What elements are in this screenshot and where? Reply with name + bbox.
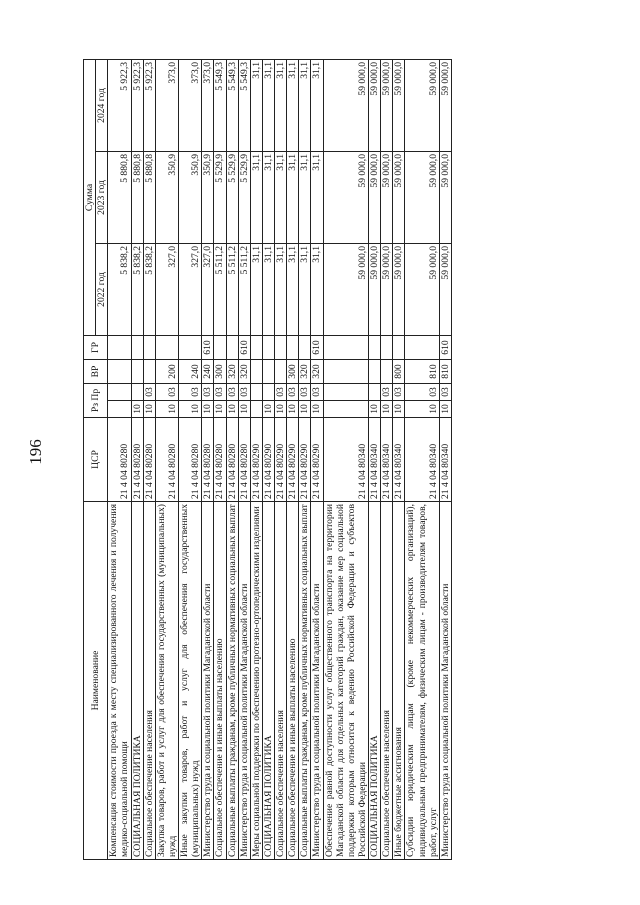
cell-csr: 21 4 04 80280 — [238, 418, 250, 502]
cell-csr: 21 4 04 80280 — [131, 418, 143, 502]
header-2022: 2022 год — [96, 244, 108, 336]
cell-y2022: 31,1 — [250, 244, 262, 336]
cell-rz: 10 — [214, 401, 226, 418]
cell-gr — [108, 336, 131, 360]
cell-y2024: 373,0 — [155, 59, 178, 151]
cell-rz: 10 — [405, 401, 439, 418]
cell-y2023: 350,9 — [179, 152, 202, 244]
table-row — [179, 59, 202, 859]
cell-gr — [323, 336, 369, 360]
cell-y2024: 59 000,0 — [393, 59, 405, 151]
cell-pr: 03 — [179, 384, 202, 401]
cell-name: СОЦИАЛЬНАЯ ПОЛИТИКА — [262, 502, 274, 860]
cell-gr — [214, 336, 226, 360]
cell-pr: 03 — [202, 384, 214, 401]
cell-csr: 21 4 04 80280 — [226, 418, 238, 502]
cell-y2023: 31,1 — [250, 152, 262, 244]
cell-y2024: 59 000,0 — [405, 59, 439, 151]
cell-gr — [393, 336, 405, 360]
page-number: 196 — [26, 439, 45, 465]
cell-y2024: 373,0 — [202, 59, 214, 151]
cell-name: Социальное обеспечение и иные выплаты населению — [214, 502, 226, 860]
cell-name: Социальные выплаты гражданам, кроме публичных нормативных социальных выплат — [299, 502, 311, 860]
cell-rz: 10 — [393, 401, 405, 418]
cell-y2024: 5 549,3 — [226, 59, 238, 151]
cell-gr — [131, 336, 143, 360]
cell-y2022: 5 838,2 — [131, 244, 143, 336]
cell-vr — [108, 360, 131, 384]
table-row — [369, 59, 381, 859]
cell-rz: 10 — [131, 401, 143, 418]
cell-pr — [323, 384, 369, 401]
cell-csr: 21 4 04 80280 — [202, 418, 214, 502]
cell-y2023: 31,1 — [311, 152, 323, 244]
cell-pr: 03 — [311, 384, 323, 401]
cell-y2022: 5 511,2 — [214, 244, 226, 336]
cell-rz: 10 — [299, 401, 311, 418]
table-row — [323, 59, 369, 859]
table-row — [238, 59, 250, 859]
cell-y2024: 59 000,0 — [323, 59, 369, 151]
cell-y2022: 5 511,2 — [238, 244, 250, 336]
cell-y2023: 5 529,9 — [226, 152, 238, 244]
cell-y2022: 5 511,2 — [226, 244, 238, 336]
cell-csr: 21 4 04 80290 — [299, 418, 311, 502]
cell-name: Социальное обеспечение и иные выплаты населению — [287, 502, 299, 860]
table-row — [108, 59, 131, 859]
cell-name: Закупка товаров, работ и услуг для обеспечения государственных (муниципальных) нужд — [155, 502, 178, 860]
cell-csr: 21 4 04 80340 — [381, 418, 393, 502]
cell-csr: 21 4 04 80290 — [262, 418, 274, 502]
table-row — [155, 59, 178, 859]
cell-name: Меры социальной поддержки по обеспечению протезно-ортопедическими изделиями — [250, 502, 262, 860]
cell-name: Компенсация стоимости проезда к месту специализированного лечения и получения медико-социальной помощи — [108, 502, 131, 860]
cell-y2022: 31,1 — [311, 244, 323, 336]
cell-rz: 10 — [143, 401, 155, 418]
cell-name: Социальное обеспечение населения — [275, 502, 287, 860]
cell-y2023: 31,1 — [275, 152, 287, 244]
cell-y2022: 31,1 — [287, 244, 299, 336]
table-body — [108, 59, 452, 859]
cell-y2023: 5 880,8 — [131, 152, 143, 244]
cell-y2022: 59 000,0 — [369, 244, 381, 336]
cell-vr — [131, 360, 143, 384]
cell-gr — [275, 336, 287, 360]
cell-pr — [131, 384, 143, 401]
cell-pr — [250, 384, 262, 401]
cell-y2024: 31,1 — [311, 59, 323, 151]
table-row — [275, 59, 287, 859]
cell-y2024: 31,1 — [250, 59, 262, 151]
cell-y2022: 59 000,0 — [323, 244, 369, 336]
cell-vr — [143, 360, 155, 384]
table-row — [131, 59, 143, 859]
cell-y2023: 31,1 — [287, 152, 299, 244]
table-row — [287, 59, 299, 859]
cell-vr: 800 — [393, 360, 405, 384]
cell-y2024: 5 922,3 — [131, 59, 143, 151]
cell-y2022: 59 000,0 — [381, 244, 393, 336]
header-gr: ГР — [84, 336, 108, 360]
cell-vr: 320 — [238, 360, 250, 384]
cell-y2023: 59 000,0 — [405, 152, 439, 244]
cell-vr — [250, 360, 262, 384]
cell-name: Социальное обеспечение населения — [381, 502, 393, 860]
cell-name: Министерство труда и социальной политики Магаданской области — [439, 502, 451, 860]
cell-pr: 03 — [405, 384, 439, 401]
header-csr: ЦСР — [84, 418, 108, 502]
cell-rz: 10 — [311, 401, 323, 418]
cell-rz — [108, 401, 131, 418]
cell-vr: 810 — [439, 360, 451, 384]
table-row — [311, 59, 323, 859]
cell-gr: 610 — [311, 336, 323, 360]
cell-y2024: 373,0 — [179, 59, 202, 151]
cell-csr: 21 4 04 80280 — [108, 418, 131, 502]
cell-csr: 21 4 04 80290 — [287, 418, 299, 502]
table-row — [405, 59, 439, 859]
cell-csr: 21 4 04 80280 — [143, 418, 155, 502]
cell-name: СОЦИАЛЬНАЯ ПОЛИТИКА — [369, 502, 381, 860]
cell-gr: 610 — [202, 336, 214, 360]
table-row — [202, 59, 214, 859]
cell-gr — [262, 336, 274, 360]
cell-y2024: 31,1 — [287, 59, 299, 151]
cell-vr — [323, 360, 369, 384]
cell-vr: 240 — [179, 360, 202, 384]
cell-gr — [369, 336, 381, 360]
cell-vr: 810 — [405, 360, 439, 384]
header-sum: Сумма — [84, 59, 96, 335]
cell-pr: 03 — [287, 384, 299, 401]
cell-rz: 10 — [369, 401, 381, 418]
cell-pr: 03 — [226, 384, 238, 401]
table-row — [299, 59, 311, 859]
cell-y2022: 59 000,0 — [439, 244, 451, 336]
cell-pr — [369, 384, 381, 401]
header-rz-pr: Рз Пр — [84, 384, 108, 418]
cell-rz: 10 — [226, 401, 238, 418]
cell-y2024: 5 549,3 — [238, 59, 250, 151]
cell-name: Министерство труда и социальной политики Магаданской области — [311, 502, 323, 860]
cell-rz: 10 — [238, 401, 250, 418]
cell-y2022: 31,1 — [275, 244, 287, 336]
cell-y2022: 327,0 — [179, 244, 202, 336]
cell-y2023: 350,9 — [155, 152, 178, 244]
cell-rz: 10 — [262, 401, 274, 418]
cell-y2024: 31,1 — [262, 59, 274, 151]
cell-y2024: 31,1 — [275, 59, 287, 151]
cell-csr: 21 4 04 80290 — [250, 418, 262, 502]
cell-pr — [108, 384, 131, 401]
cell-y2023: 5 529,9 — [238, 152, 250, 244]
cell-name: Субсидии юридическим лицам (кроме некоммерческих организаций), индивидуальным предпринимателям, физическим лицам - производителям товаров, работ, услуг — [405, 502, 439, 860]
cell-gr — [381, 336, 393, 360]
cell-y2023: 5 880,8 — [143, 152, 155, 244]
cell-y2022: 31,1 — [299, 244, 311, 336]
cell-rz — [250, 401, 262, 418]
cell-vr: 320 — [299, 360, 311, 384]
cell-csr: 21 4 04 80340 — [393, 418, 405, 502]
cell-csr: 21 4 04 80340 — [369, 418, 381, 502]
cell-gr — [250, 336, 262, 360]
table-row — [262, 59, 274, 859]
cell-gr: 610 — [439, 336, 451, 360]
cell-pr: 03 — [299, 384, 311, 401]
cell-y2023: 5 880,8 — [108, 152, 131, 244]
cell-pr — [262, 384, 274, 401]
cell-name: СОЦИАЛЬНАЯ ПОЛИТИКА — [131, 502, 143, 860]
cell-rz: 10 — [287, 401, 299, 418]
cell-y2022: 327,0 — [202, 244, 214, 336]
cell-rz: 10 — [439, 401, 451, 418]
cell-csr: 21 4 04 80340 — [405, 418, 439, 502]
header-2023: 2023 год — [96, 152, 108, 244]
header-vr: ВР — [84, 360, 108, 384]
cell-y2022: 327,0 — [155, 244, 178, 336]
cell-name: Иные закупки товаров, работ и услуг для обеспечения государственных (муниципальных) нужд — [179, 502, 202, 860]
cell-vr — [381, 360, 393, 384]
cell-y2022: 5 838,2 — [143, 244, 155, 336]
cell-vr: 320 — [226, 360, 238, 384]
cell-rz: 10 — [381, 401, 393, 418]
table-row — [143, 59, 155, 859]
cell-vr — [275, 360, 287, 384]
cell-csr: 21 4 04 80290 — [311, 418, 323, 502]
table-row — [381, 59, 393, 859]
cell-csr: 21 4 04 80340 — [323, 418, 369, 502]
cell-rz: 10 — [179, 401, 202, 418]
cell-y2024: 59 000,0 — [381, 59, 393, 151]
cell-name: Обеспечение равной доступности услуг общественного транспорта на территории Магаданской области для отдельных категорий граждан, оказание мер социальной поддержки которым относится к ведению Российской Федерации и субъектов Российской Федерации — [323, 502, 369, 860]
cell-csr: 21 4 04 80340 — [439, 418, 451, 502]
cell-y2023: 59 000,0 — [369, 152, 381, 244]
cell-csr: 21 4 04 80280 — [214, 418, 226, 502]
cell-vr: 240 — [202, 360, 214, 384]
cell-csr: 21 4 04 80290 — [275, 418, 287, 502]
cell-name: Иные бюджетные ассигнования — [393, 502, 405, 860]
cell-pr: 03 — [393, 384, 405, 401]
cell-y2024: 5 922,3 — [143, 59, 155, 151]
cell-pr: 03 — [214, 384, 226, 401]
cell-rz: 10 — [275, 401, 287, 418]
cell-name: Социальное обеспечение населения — [143, 502, 155, 860]
cell-rz: 10 — [155, 401, 178, 418]
cell-y2024: 31,1 — [299, 59, 311, 151]
cell-y2023: 31,1 — [299, 152, 311, 244]
cell-y2024: 59 000,0 — [439, 59, 451, 151]
cell-vr: 200 — [155, 360, 178, 384]
table-row — [393, 59, 405, 859]
table-header — [84, 59, 108, 859]
rotated-page — [83, 60, 603, 860]
cell-csr: 21 4 04 80280 — [179, 418, 202, 502]
table-row — [214, 59, 226, 859]
cell-y2023: 59 000,0 — [323, 152, 369, 244]
cell-y2024: 5 549,3 — [214, 59, 226, 151]
cell-pr: 03 — [275, 384, 287, 401]
cell-gr: 610 — [238, 336, 250, 360]
cell-y2023: 59 000,0 — [393, 152, 405, 244]
cell-csr: 21 4 04 80280 — [155, 418, 178, 502]
cell-vr: 300 — [214, 360, 226, 384]
cell-gr — [155, 336, 178, 360]
cell-rz — [323, 401, 369, 418]
cell-gr — [179, 336, 202, 360]
cell-y2024: 5 922,3 — [108, 59, 131, 151]
cell-y2023: 31,1 — [262, 152, 274, 244]
cell-rz: 10 — [202, 401, 214, 418]
cell-y2022: 59 000,0 — [393, 244, 405, 336]
header-name: Наименование — [84, 502, 108, 860]
cell-gr — [143, 336, 155, 360]
cell-gr — [287, 336, 299, 360]
table-row — [226, 59, 238, 859]
budget-table — [83, 59, 452, 860]
cell-pr: 03 — [143, 384, 155, 401]
cell-vr — [262, 360, 274, 384]
cell-name: Министерство труда и социальной политики Магаданской области — [238, 502, 250, 860]
cell-gr — [405, 336, 439, 360]
cell-pr: 03 — [238, 384, 250, 401]
cell-y2023: 5 529,9 — [214, 152, 226, 244]
cell-vr: 320 — [311, 360, 323, 384]
table-row — [439, 59, 451, 859]
cell-y2023: 350,9 — [202, 152, 214, 244]
cell-vr: 300 — [287, 360, 299, 384]
cell-y2022: 31,1 — [262, 244, 274, 336]
cell-name: Министерство труда и социальной политики Магаданской области — [202, 502, 214, 860]
cell-gr — [299, 336, 311, 360]
cell-name: Социальные выплаты гражданам, кроме публичных нормативных социальных выплат — [226, 502, 238, 860]
header-2024: 2024 год — [96, 59, 108, 151]
cell-y2023: 59 000,0 — [439, 152, 451, 244]
cell-vr — [369, 360, 381, 384]
cell-pr: 03 — [381, 384, 393, 401]
cell-pr: 03 — [155, 384, 178, 401]
table-row — [250, 59, 262, 859]
cell-pr: 03 — [439, 384, 451, 401]
cell-y2022: 5 838,2 — [108, 244, 131, 336]
cell-y2022: 59 000,0 — [405, 244, 439, 336]
cell-gr — [226, 336, 238, 360]
cell-y2023: 59 000,0 — [381, 152, 393, 244]
cell-y2024: 59 000,0 — [369, 59, 381, 151]
